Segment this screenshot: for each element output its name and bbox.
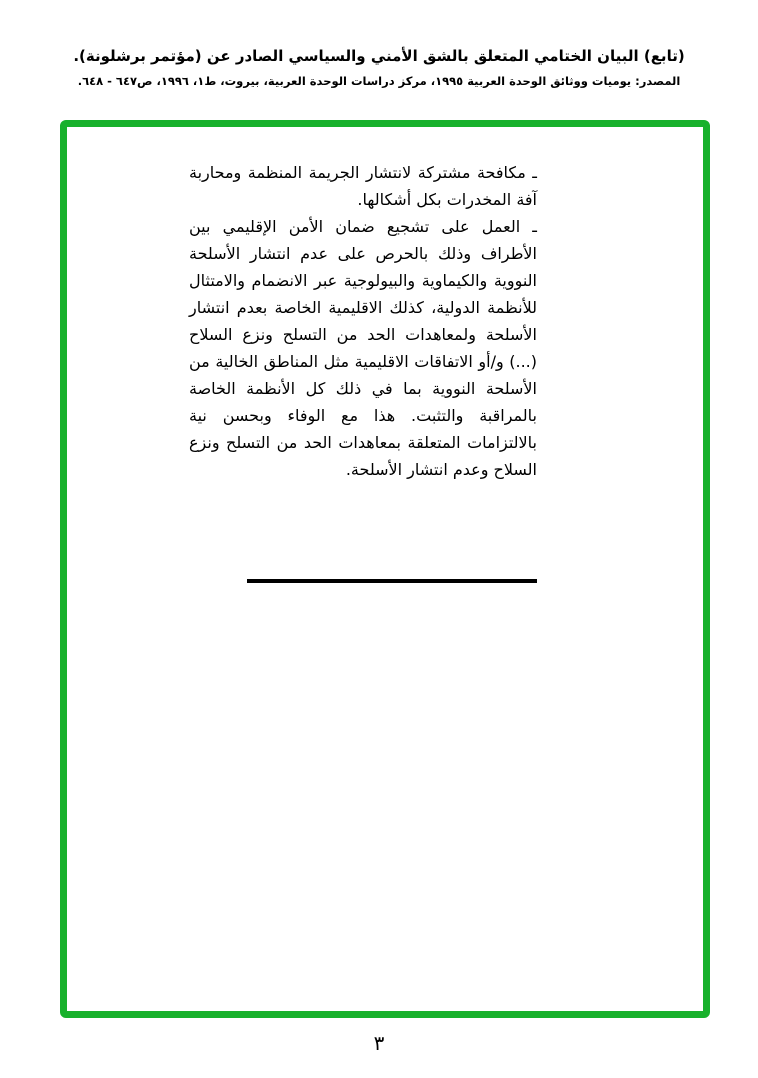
green-content-frame <box>60 120 710 1018</box>
header-title: (تابع) البيان الختامي المتعلق بالشق الأمني والسياسي الصادر عن (مؤتمر برشلونة). <box>73 47 685 65</box>
page-number: ٣ <box>373 1031 385 1055</box>
header-source-citation: المصدر: يوميات ووثائق الوحدة العربية ١٩٩٥، مركز دراسات الوحدة العربية، بيروت، ط١، ١٩٩٦، ص٦٤٧ - ٦٤٨. <box>77 74 681 88</box>
section-divider-rule <box>247 579 537 583</box>
paragraph-crime-fighting: ـ مكافحة مشتركة لانتشار الجريمة المنظمة ومحاربة آفة المخدرات بكل أشكالها. <box>189 163 537 209</box>
document-header <box>0 44 758 90</box>
body-text-block <box>189 159 537 483</box>
paragraph-regional-security: ـ العمل على تشجيع ضمان الأمن الإقليمي بين الأطراف وذلك بالحرص على عدم انتشار الأسلحة النووية والكيماوية والبيولوجية عبر الانضمام والامتثال للأنظمة الدولية، كذلك الاقليمية الخاصة بعدم انتشار الأسلحة ولمعاهدات الحد من التسلح ونزع السلاح (...) و/أو الاتفاقات الاقليمية مثل المناطق الخالية من الأسلحة النووية بما في ذلك كل الأنظمة الخاصة بالمراقبة والتثبت. هذا مع الوفاء وبحسن نية بالالتزامات المتعلقة بمعاهدات الحد من التسلح ونزع السلاح وعدم انتشار الأسلحة. <box>189 217 537 479</box>
